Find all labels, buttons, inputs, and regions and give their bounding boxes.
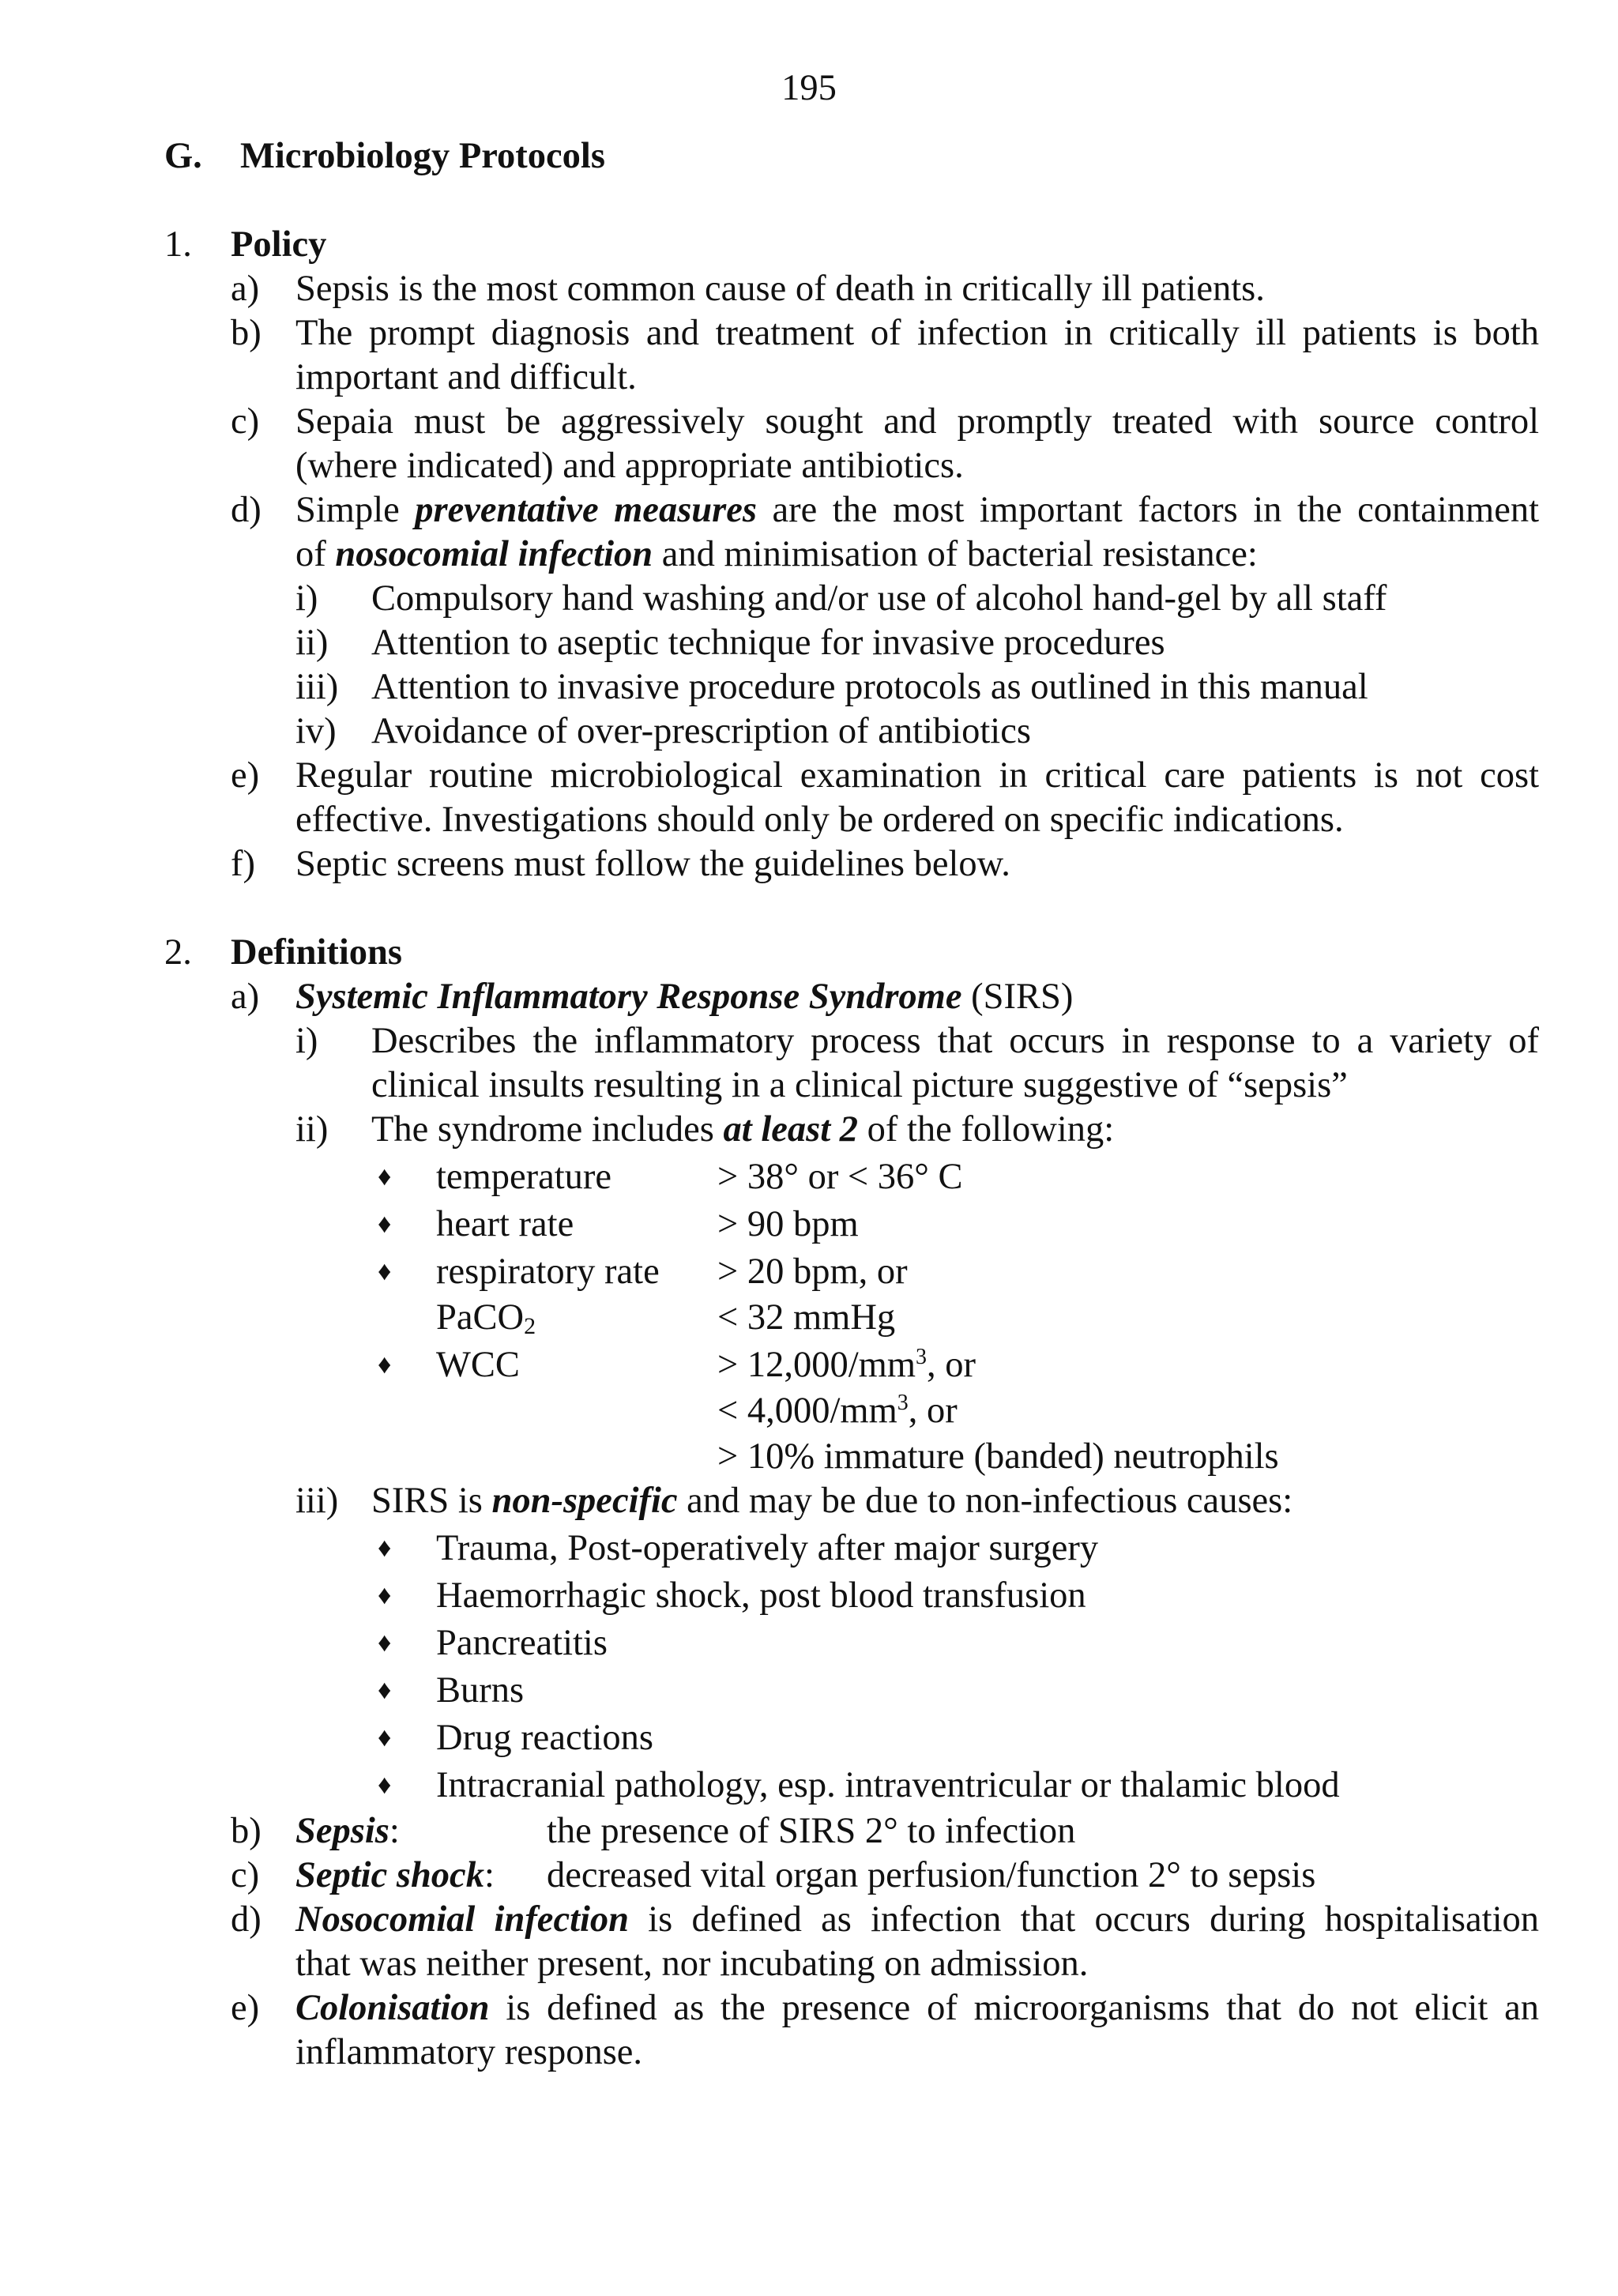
section-title: Microbiology Protocols bbox=[240, 136, 605, 176]
policy-marker-c: c) bbox=[231, 401, 260, 442]
criteria-wcc-value-immature: > 10% immature (banded) neutrophils bbox=[717, 1436, 1279, 1477]
definitions-heading: Definitions bbox=[231, 932, 403, 973]
policy-a-text: Sepsis is the most common cause of death in critically ill patients. bbox=[295, 269, 1265, 309]
policy-f-text: Septic screens must follow the guidelines below. bbox=[295, 844, 1010, 884]
criteria-heart-rate-value: > 90 bpm bbox=[717, 1204, 859, 1244]
bullet-diamond-icon: ♦ bbox=[378, 1257, 392, 1286]
bullet-diamond-icon: ♦ bbox=[378, 1162, 392, 1191]
definitions-a-title: Systemic Inflammatory Response Syndrome (SIRS) bbox=[295, 977, 1074, 1017]
criteria-respiratory-rate-value: > 20 bpm, or bbox=[717, 1252, 908, 1292]
policy-marker-f: f) bbox=[231, 844, 255, 884]
policy-b-line1: The prompt diagnosis and treatment of infection in critically ill patients is both bbox=[295, 313, 1539, 353]
cause-item: Drug reactions bbox=[436, 1718, 654, 1758]
cause-item: Intracranial pathology, esp. intraventricular or thalamic blood bbox=[436, 1765, 1340, 1805]
definitions-e-line1: Colonisation is defined as the presence of microorganisms that do not elicit an bbox=[295, 1988, 1539, 2028]
bullet-diamond-icon: ♦ bbox=[378, 1581, 392, 1610]
definitions-a-marker-iii: iii) bbox=[295, 1481, 339, 1521]
definitions-a-i-line1: Describes the inflammatory process that occurs in response to a variety of bbox=[371, 1021, 1539, 1061]
page-number: 195 bbox=[781, 68, 837, 108]
criteria-respiratory-rate-label: respiratory rate bbox=[436, 1252, 660, 1292]
definitions-number: 2. bbox=[164, 932, 192, 973]
policy-d-marker-iii: iii) bbox=[295, 667, 339, 707]
definitions-marker-e: e) bbox=[231, 1988, 260, 2028]
policy-b-line2: important and difficult. bbox=[295, 357, 637, 397]
policy-e-line1: Regular routine microbiological examination in critical care patients is not cost bbox=[295, 755, 1539, 796]
definitions-a-marker-i: i) bbox=[295, 1021, 318, 1061]
policy-heading: Policy bbox=[231, 224, 327, 265]
definitions-e-line2: inflammatory response. bbox=[295, 2032, 643, 2072]
definitions-a-i-line2: clinical insults resulting in a clinical picture suggestive of “sepsis” bbox=[371, 1065, 1348, 1105]
cause-item: Trauma, Post-operatively after major surgery bbox=[436, 1528, 1099, 1568]
policy-e-line2: effective. Investigations should only be ordered on specific indications. bbox=[295, 800, 1344, 840]
policy-d-item: Avoidance of over-prescription of antibiotics bbox=[371, 711, 1031, 751]
definitions-d-line2: that was neither present, nor incubating on admission. bbox=[295, 1944, 1089, 1984]
bullet-diamond-icon: ♦ bbox=[378, 1723, 392, 1752]
bullet-diamond-icon: ♦ bbox=[378, 1210, 392, 1239]
criteria-wcc-value-low: < $4,000/mm^3$, or bbox=[717, 1391, 958, 1431]
policy-marker-a: a) bbox=[231, 269, 260, 309]
criteria-paco2-value: < 32 mmHg bbox=[717, 1297, 896, 1338]
policy-d-item: Compulsory hand washing and/or use of alcohol hand-gel by all staff bbox=[371, 578, 1387, 619]
section-letter: G. bbox=[164, 136, 202, 176]
criteria-wcc-value-high: > $12,000/mm^3$, or bbox=[717, 1345, 976, 1385]
definitions-d-line1: Nosocomial infection is defined as infection that occurs during hospitalisation bbox=[295, 1899, 1539, 1940]
definitions-c-def: decreased vital organ perfusion/function 2° to sepsis bbox=[547, 1855, 1316, 1895]
policy-number: 1. bbox=[164, 224, 192, 265]
bullet-diamond-icon: ♦ bbox=[378, 1771, 392, 1800]
criteria-heart-rate-label: heart rate bbox=[436, 1204, 574, 1244]
policy-marker-e: e) bbox=[231, 755, 260, 796]
definitions-c-term: Septic shock: bbox=[295, 1855, 495, 1895]
policy-d-line1: Simple preventative measures are the most important factors in the containment bbox=[295, 490, 1540, 530]
definitions-a-marker-ii: ii) bbox=[295, 1109, 329, 1150]
policy-c-line2: (where indicated) and appropriate antibiotics. bbox=[295, 446, 964, 486]
definitions-marker-b: b) bbox=[231, 1811, 262, 1851]
criteria-temperature-value: > 38° or < 36° C bbox=[717, 1157, 963, 1197]
policy-d-item: Attention to invasive procedure protocols as outlined in this manual bbox=[371, 667, 1368, 707]
bullet-diamond-icon: ♦ bbox=[378, 1350, 392, 1379]
policy-d-marker-i: i) bbox=[295, 578, 318, 619]
definitions-a-iii-text: SIRS is non-specific and may be due to non-infectious causes: bbox=[371, 1481, 1293, 1521]
bullet-diamond-icon: ♦ bbox=[378, 1676, 392, 1705]
policy-c-line1: Sepaia must be aggressively sought and promptly treated with source control bbox=[295, 401, 1539, 442]
cause-item: Pancreatitis bbox=[436, 1623, 608, 1663]
policy-d-line2: of nosocomial infection and minimisation of bacterial resistance: bbox=[295, 534, 1258, 574]
definitions-marker-d: d) bbox=[231, 1899, 262, 1940]
definitions-marker-c: c) bbox=[231, 1855, 260, 1895]
policy-marker-b: b) bbox=[231, 313, 262, 353]
criteria-paco2-label: PaCO$_2$ bbox=[436, 1297, 536, 1339]
criteria-temperature-label: temperature bbox=[436, 1157, 612, 1197]
policy-d-item: Attention to aseptic technique for invasive procedures bbox=[371, 623, 1165, 663]
cause-item: Haemorrhagic shock, post blood transfusion bbox=[436, 1575, 1086, 1616]
definitions-marker-a: a) bbox=[231, 977, 260, 1017]
criteria-wcc-label: WCC bbox=[436, 1345, 520, 1385]
definitions-b-term: Sepsis: bbox=[295, 1811, 400, 1851]
policy-d-marker-ii: ii) bbox=[295, 623, 329, 663]
bullet-diamond-icon: ♦ bbox=[378, 1534, 392, 1563]
cause-item: Burns bbox=[436, 1670, 525, 1711]
policy-marker-d: d) bbox=[231, 490, 262, 530]
definitions-a-ii-text: The syndrome includes at least 2 of the following: bbox=[371, 1109, 1115, 1150]
policy-d-marker-iv: iv) bbox=[295, 711, 337, 751]
definitions-b-def: the presence of SIRS 2° to infection bbox=[547, 1811, 1076, 1851]
bullet-diamond-icon: ♦ bbox=[378, 1628, 392, 1658]
